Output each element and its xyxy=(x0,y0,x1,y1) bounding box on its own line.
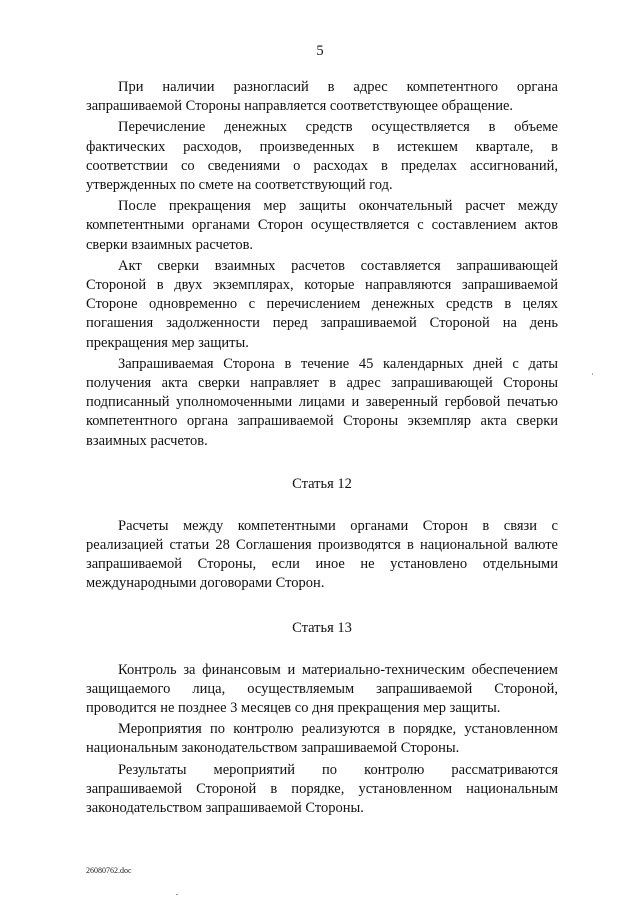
paragraph: Контроль за финансовым и материально-техническим обеспечением защищаемого лица, осуществляемым запрашиваемой Стороной, проводится не позднее 3 месяцев со дня прекращения мер защиты. xyxy=(86,661,558,717)
article-13-title: Статья 13 xyxy=(292,619,352,636)
page-number: 5 xyxy=(316,43,324,59)
paragraph: Мероприятия по контролю реализуются в порядке, установленном национальным законодательством запрашиваемой Стороны. xyxy=(86,721,558,757)
document-body xyxy=(86,78,558,818)
scan-speck xyxy=(176,894,178,895)
paragraph: При наличии разногласий в адрес компетентного органа запрашиваемой Стороны направляется соответствующее обращение. xyxy=(86,79,558,115)
paragraph: Запрашиваемая Сторона в течение 45 календарных дней с даты получения акта сверки направляет в адрес запрашивающей Стороны подписанный уполномоченными лицами и заверенный гербовой печатью компетентного органа запрашиваемой Стороны экземпляр акта сверки взаимных расчетов. xyxy=(86,355,558,449)
paragraph: Результаты мероприятий по контролю рассматриваются запрашиваемой Стороной в порядке, установленном национальным законодательством запрашиваемой Стороны. xyxy=(86,761,558,817)
article-12-title: Статья 12 xyxy=(292,475,352,492)
paragraph: Акт сверки взаимных расчетов составляется запрашивающей Стороной в двух экземплярах, которые направляются запрашиваемой Стороне одновременно с перечислением денежных средств в целях погашения задолженности перед запрашиваемой Стороной на день прекращения мер защиты. xyxy=(86,257,558,351)
paragraph: Перечисление денежных средств осуществляется в объеме фактических расходов, произведенных в истекшем квартале, в соответствии со сведениями о расходах в пределах ассигнований, утвержденных по смете на соответствующий год. xyxy=(86,119,558,194)
footer-filename: 26080762.doc xyxy=(86,866,132,875)
paragraph: Расчеты между компетентными органами Сторон в связи с реализацией статьи 28 Соглашения производятся в национальной валюте запрашиваемой Стороны, если иное не установлено отдельными международными договорами Сторон. xyxy=(86,517,558,592)
paragraph: После прекращения мер защиты окончательный расчет между компетентными органами Сторон осуществляется с составлением актов сверки взаимных расчетов. xyxy=(86,198,558,253)
scan-speck xyxy=(592,373,593,375)
